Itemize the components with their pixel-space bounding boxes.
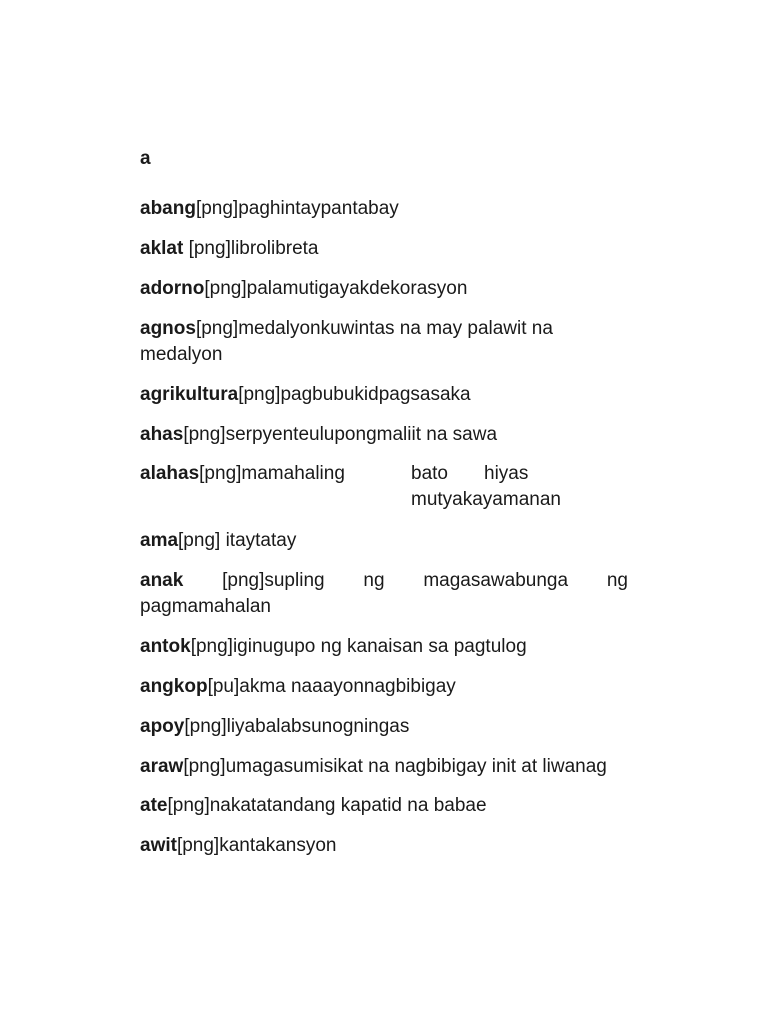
entry-definition-word: ng [606,570,628,591]
entry-term: aklat [140,238,184,259]
entry-term: antok [140,636,191,657]
entry-definition-word: bato [411,463,448,484]
entry-definition: [png]kantakansyon [176,835,337,856]
entry-definition: [png]librolibreta [183,238,319,259]
glossary-entry-apoy [140,714,628,740]
entry-term: ahas [140,424,184,445]
glossary-entry-antok [140,634,628,660]
glossary-entry-abang [140,196,628,222]
entry-definition-word: ng [363,570,385,591]
entry-definition-word: magasawabunga [423,570,569,591]
entry-definition: [png]palamutigayakdekorasyon [204,278,468,299]
glossary-entry-ama [140,528,628,554]
entry-term: anak [140,570,184,591]
glossary-entry-aklat [140,236,628,262]
entry-definition: [png]mamahaling [199,463,345,484]
entry-definition: [png]serpyenteulupongmaliit na sawa [183,424,498,445]
entry-definition: [png]paghintaypantabay [195,198,399,219]
entry-definition: [png]umagasumisikat na nagbibigay init at liwanag [183,756,607,777]
entry-term: apoy [140,716,185,737]
entry-term: agrikultura [140,384,239,405]
entry-term: alahas [140,463,200,484]
entry-definition-word: hiyas [484,463,529,484]
entry-definition-continued: pagmamahalan [140,596,271,617]
entry-term: angkop [140,676,208,697]
entry-definition-continued: medalyon [140,344,223,365]
glossary-entry-awit [140,833,628,859]
entry-definition: [png] itaytatay [178,530,297,551]
glossary-entry-anak [140,568,628,620]
glossary-entry-alahas [140,461,628,513]
entry-definition-continued: mutyakayamanan [411,489,561,510]
entry-definition: [png]medalyonkuwintas na may palawit na [195,318,553,339]
entry-term: ama [140,530,179,551]
glossary-entry-ahas [140,422,628,448]
glossary-entry-araw [140,754,680,780]
entry-term: awit [140,835,177,856]
entry-definition: [png]iginugupo ng kanaisan sa pagtulog [190,636,527,657]
section-letter-heading: a [140,148,151,169]
entry-definition: [png]nakatatandang kapatid na babae [167,795,487,816]
glossary-entry-angkop [140,674,628,700]
entry-definition: [png]pagbubukidpagsasaka [238,384,471,405]
glossary-entry-adorno [140,276,628,302]
entry-term: abang [140,198,196,219]
entry-term: ate [140,795,168,816]
entry-definition-word: [png]supling [222,570,325,591]
entry-definition: [png]liyabalabsunogningas [184,716,410,737]
entry-definition: [pu]akma naaayonnagbibigay [207,676,456,697]
entry-term: adorno [140,278,205,299]
entry-term: agnos [140,318,196,339]
glossary-entry-ate [140,793,628,819]
glossary-entry-agrikultura [140,382,628,408]
entry-term: araw [140,756,184,777]
glossary-entry-agnos [140,316,628,368]
